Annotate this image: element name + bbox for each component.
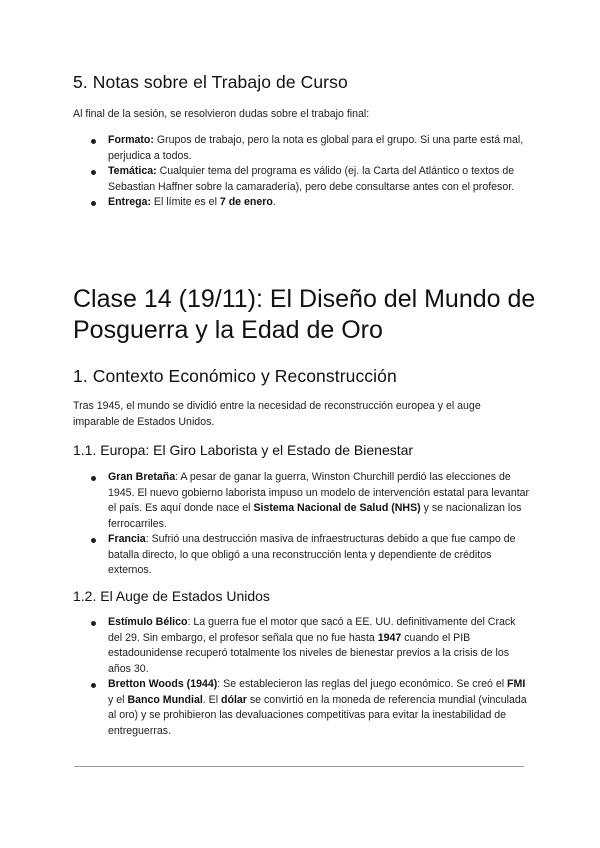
list-item-entrega [90, 195, 530, 211]
bullet-text: y se nacionalizan los ferrocarriles. [108, 502, 522, 530]
bullet-text: : Se establecieron las reglas del juego económico. Se creó el [217, 678, 508, 690]
list-item-tematica [90, 164, 530, 195]
bullet-text: : La guerra fue el motor que sacó a EE. UU. definitivamente del Crack del 29. Sin embargo, el profesor señala que no fue hasta [108, 616, 516, 644]
bullet-icon [91, 621, 96, 626]
bullet-label: Gran Bretaña [108, 471, 176, 483]
section-5-intro: Al final de la sesión, se resolvieron dudas sobre el trabajo final: [73, 108, 370, 120]
bullet-icon [91, 201, 96, 206]
bullet-text: El límite es el [150, 196, 220, 208]
horizontal-divider [74, 766, 524, 767]
list-item-francia [90, 532, 530, 579]
section-1-intro: Tras 1945, el mundo se dividió entre la necesidad de reconstrucción europea y el auge imparable de Estados Unidos. [73, 400, 481, 428]
bullet-strong: 1947 [377, 631, 402, 644]
bullet-icon [91, 538, 96, 543]
bullet-strong: 7 de enero [219, 196, 273, 208]
bullet-text: se convirtió en la moneda de referencia mundial (vinculada al oro) y se prohibieron las devaluaciones competitivas para evitar la inestabilidad de entreguerras. [108, 693, 527, 737]
bullet-strong: Sistema Nacional de Salud (NHS) [253, 502, 421, 514]
bullet-icon [91, 476, 96, 481]
bullet-label: Francia [108, 533, 146, 545]
bullet-icon [91, 170, 96, 175]
bullet-text: Cualquier tema del programa es válido (ej. la Carta del Atlántico o textos de Sebastian Haffner sobre la camaradería), pero debe consultarse antes con el profesor. [108, 165, 515, 193]
list-item-bretton-woods [90, 677, 530, 739]
bullet-text: Grupos de trabajo, pero la nota es global para el grupo. Si una parte está mal, perjudica a todos. [108, 134, 524, 162]
list-item-formato [90, 133, 530, 164]
bullet-strong: FMI [507, 678, 526, 690]
subsection-1-1-heading: 1.1. Europa: El Giro Laborista y el Estado de Bienestar [73, 442, 414, 458]
bullet-label: Formato: [108, 134, 154, 146]
bullet-text: . [272, 196, 276, 208]
bullet-text: . El [202, 693, 222, 706]
subsection-1-2-list [90, 615, 530, 739]
section-5-heading: 5. Notas sobre el Trabajo de Curso [73, 72, 348, 92]
list-item-gran-bretana [90, 470, 530, 532]
bullet-strong: dólar [221, 693, 247, 706]
bullet-icon [91, 683, 96, 688]
bullet-text: : A pesar de ganar la guerra, Winston Churchill perdió las elecciones de 1945. El nuevo gobierno laborista impuso un modelo de intervención estatal para levantar el país. Es aquí donde nace el [108, 471, 530, 514]
bullet-label: Bretton Woods (1944) [108, 678, 218, 690]
section-1-heading: 1. Contexto Económico y Reconstrucción [73, 366, 397, 386]
bullet-label: Estímulo Bélico [108, 616, 188, 628]
section-5-list [90, 133, 530, 211]
bullet-icon [91, 139, 96, 144]
bullet-text: y el [108, 693, 128, 706]
bullet-text: : Sufrió una destrucción masiva de infraestructuras debido a que fue campo de batalla directo, lo que obligó a una reconstrucción lenta y dependiente de créditos externos. [108, 533, 516, 576]
bullet-label: Temática: [108, 165, 157, 177]
list-item-estimulo-belico [90, 615, 530, 677]
bullet-strong: Banco Mundial [127, 693, 203, 706]
class-14-title: Clase 14 (19/11): El Diseño del Mundo de Posguerra y la Edad de Oro [73, 285, 536, 344]
subsection-1-2-heading: 1.2. El Auge de Estados Unidos [73, 588, 270, 604]
bullet-label: Entrega: [108, 196, 151, 208]
bullet-text: cuando el PIB estadounidense recuperó totalmente los niveles de bienestar previos a la crisis de los años 30. [108, 631, 510, 675]
subsection-1-1-list [90, 470, 530, 579]
